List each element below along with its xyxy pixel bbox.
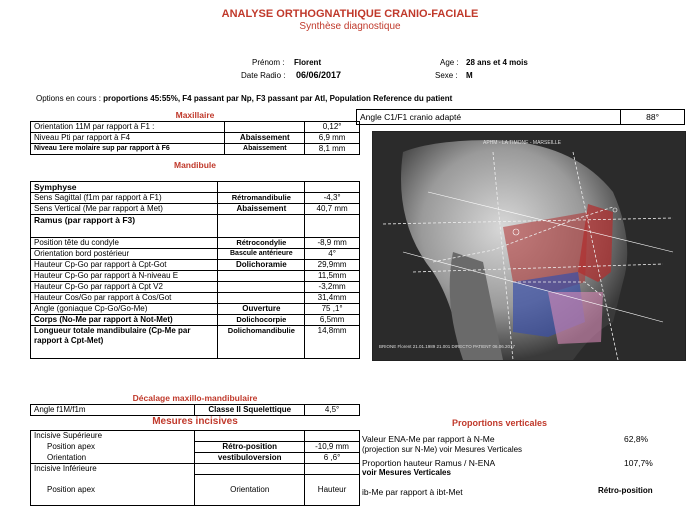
table-row bbox=[31, 315, 360, 326]
prop-row-2-value: 107,7% bbox=[624, 458, 653, 468]
table-row bbox=[31, 464, 360, 475]
row-value: -3,2mm bbox=[305, 282, 360, 293]
age-label: Age : bbox=[440, 58, 459, 67]
symphyse-title: Symphyse bbox=[31, 182, 218, 193]
row-mid: Rétro-position bbox=[195, 442, 305, 453]
table-row bbox=[31, 293, 360, 304]
sexe-label: Sexe : bbox=[435, 71, 458, 80]
xray-top-label: APHM - LA TIMONE - MARSEILLE bbox=[483, 140, 561, 146]
date-value: 06/06/2017 bbox=[296, 70, 342, 80]
row-mid bbox=[218, 293, 305, 304]
table-row bbox=[31, 182, 360, 193]
row-label: Sens Sagittal (f1m par rapport à F1) bbox=[31, 193, 218, 204]
prop-row-1-sub: (projection sur N-Me) voir Mesures Verticales bbox=[362, 445, 523, 454]
row-label: Angle (goniaque Cp-Go/Go-Me) bbox=[31, 304, 218, 315]
maxillaire-title: Maxillaire bbox=[175, 110, 215, 120]
row-value: 75 ,1° bbox=[305, 304, 360, 315]
table-row bbox=[31, 204, 360, 215]
sexe-value: M bbox=[466, 71, 473, 80]
row-mid: vestibuloversion bbox=[195, 453, 305, 464]
prop-last-value: Rétro-position bbox=[598, 486, 653, 495]
prop-row-1-value: 62,8% bbox=[624, 434, 649, 444]
angle-c1-label: Angle C1/F1 cranio adapté bbox=[357, 110, 621, 125]
proportions-title: Proportions verticales bbox=[452, 418, 548, 428]
longueur-mid: Dolichomandibulie bbox=[218, 326, 305, 359]
row-value: 6,9 mm bbox=[305, 133, 360, 144]
prenom-label: Prénom : bbox=[252, 58, 285, 67]
mesures-title: Mesures incisives bbox=[152, 416, 238, 427]
row-label: Hauteur Cp-Go par rapport à Cpt-Got bbox=[31, 260, 218, 271]
sup-title: Incisive Supérieure bbox=[31, 431, 195, 442]
row-value: 8,1 mm bbox=[305, 144, 360, 155]
row-mid bbox=[225, 122, 305, 133]
table-row bbox=[31, 453, 360, 464]
table-row bbox=[31, 249, 360, 260]
row-label: Sens Vertical (Me par rapport à Met) bbox=[31, 204, 218, 215]
row-value: 29,9mm bbox=[305, 260, 360, 271]
row-label: Hauteur Cp-Go par rapport à N-niveau E bbox=[31, 271, 218, 282]
mandibule-title: Mandibule bbox=[173, 160, 217, 170]
date-label: Date Radio : bbox=[241, 71, 286, 80]
row-mid: Bascule antérieure bbox=[218, 249, 305, 260]
longueur-label: Longueur totale mandibulaire (Cp-Me par rapport à Cpt-Met) bbox=[31, 326, 218, 359]
inf-title: Incisive Inférieure bbox=[31, 464, 195, 475]
row-label: Niveau 1ere molaire sup par rapport à F6 bbox=[31, 144, 225, 155]
row-mid: Classe II Squelettique bbox=[195, 405, 305, 416]
report-title: ANALYSE ORTHOGNATHIQUE CRANIO-FACIALE bbox=[221, 8, 479, 20]
prop-row-2-label: Proportion hauteur Ramus / N-ENA bbox=[362, 458, 496, 468]
table-row bbox=[31, 282, 360, 293]
row-value: 31,4mm bbox=[305, 293, 360, 304]
row-value: 11,5mm bbox=[305, 271, 360, 282]
table-row bbox=[31, 133, 360, 144]
xray-image bbox=[373, 132, 685, 360]
row-mid: Ouverture bbox=[218, 304, 305, 315]
prop-row-1-label: Valeur ENA-Me par rapport à N-Me bbox=[362, 434, 495, 444]
table-row bbox=[31, 326, 360, 359]
table-row bbox=[31, 271, 360, 282]
row-label: Position apex bbox=[31, 475, 195, 506]
row-mid: Orientation bbox=[195, 475, 305, 506]
row-value: 40,7 mm bbox=[305, 204, 360, 215]
mesures-table bbox=[30, 430, 360, 506]
row-mid: Rétrocondylie bbox=[218, 238, 305, 249]
angle-c1-table bbox=[356, 109, 685, 125]
prop-last-label: ib-Me par rapport à ibt-Met bbox=[362, 487, 463, 497]
prop-row-2-sub: voir Mesures Verticales bbox=[362, 468, 451, 477]
row-value: 0,12° bbox=[305, 122, 360, 133]
row-mid bbox=[218, 271, 305, 282]
row-label: Position tête du condyle bbox=[31, 238, 218, 249]
row-value: Hauteur bbox=[305, 475, 360, 506]
row-label: Position apex bbox=[31, 442, 195, 453]
row-mid: Abaissement bbox=[225, 144, 305, 155]
row-label: Orientation bbox=[31, 453, 195, 464]
corps-label: Corps (No-Me par rapport à Not-Met) bbox=[31, 315, 218, 326]
table-row bbox=[31, 304, 360, 315]
corps-mid: Dolichocorpie bbox=[218, 315, 305, 326]
table-row bbox=[31, 122, 360, 133]
table-row bbox=[31, 238, 360, 249]
maxillaire-table bbox=[30, 121, 360, 155]
table-row bbox=[31, 475, 360, 506]
table-row bbox=[31, 215, 360, 238]
options-label: Options en cours : bbox=[36, 94, 101, 103]
row-mid bbox=[218, 282, 305, 293]
row-label: Hauteur Cos/Go par rapport à Cos/Got bbox=[31, 293, 218, 304]
table-row bbox=[31, 260, 360, 271]
age-value: 28 ans et 4 mois bbox=[466, 58, 528, 67]
row-label: Orientation 11M par rapport à F1 : bbox=[31, 122, 225, 133]
options-line bbox=[36, 94, 452, 103]
row-mid: Dolichoramie bbox=[218, 260, 305, 271]
xray-bottom-label: BRIONE Florent 21.01.1989 21.001 DIRECTO PATIENT 06.06.2017 bbox=[379, 344, 515, 349]
options-value: proportions 45:55%, F4 passant par Np, F3 passant par Atl, Population Reference du patient bbox=[103, 94, 453, 103]
ramus-title: Ramus (par rapport à F3) bbox=[31, 215, 218, 238]
row-mid: Abaissement bbox=[218, 204, 305, 215]
table-row bbox=[31, 442, 360, 453]
row-mid: Abaissement bbox=[225, 133, 305, 144]
corps-value: 6,5mm bbox=[305, 315, 360, 326]
table-row bbox=[31, 193, 360, 204]
table-row bbox=[31, 405, 360, 416]
row-value: -4,3° bbox=[305, 193, 360, 204]
report-subtitle: Synthèse diagnostique bbox=[299, 21, 401, 32]
prenom-value: Florent bbox=[294, 58, 322, 67]
table-row bbox=[31, 144, 360, 155]
decalage-table bbox=[30, 404, 360, 416]
cephalometric-xray bbox=[372, 131, 686, 361]
angle-c1-value: 88° bbox=[621, 110, 685, 125]
row-label: Hauteur Cp-Go par rapport à Cpt V2 bbox=[31, 282, 218, 293]
row-value: -8,9 mm bbox=[305, 238, 360, 249]
table-row bbox=[357, 110, 685, 125]
longueur-value: 14,8mm bbox=[305, 326, 360, 359]
row-label: Angle f1M/f1m bbox=[31, 405, 195, 416]
row-label: Orientation bord postérieur bbox=[31, 249, 218, 260]
row-value: 4° bbox=[305, 249, 360, 260]
decalage-title: Décalage maxillo-mandibulaire bbox=[132, 393, 258, 403]
row-value: -10,9 mm bbox=[305, 442, 360, 453]
row-label: Niveau Pti par rapport à F4 bbox=[31, 133, 225, 144]
table-row bbox=[31, 431, 360, 442]
row-mid: Rétromandibulie bbox=[218, 193, 305, 204]
row-value: 6 ,6° bbox=[305, 453, 360, 464]
mandibule-table bbox=[30, 181, 360, 359]
row-value: 4,5° bbox=[305, 405, 360, 416]
